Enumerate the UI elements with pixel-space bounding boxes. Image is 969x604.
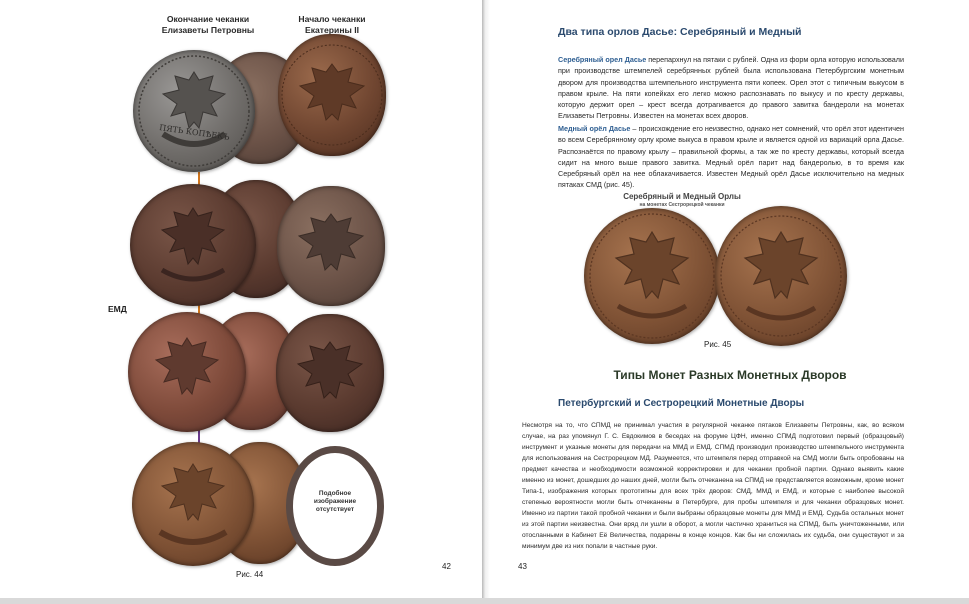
coin-row2-elizabeth	[130, 184, 256, 306]
term-silver-eagle: Серебряный орел Дасье	[558, 55, 647, 64]
page-number-right: 43	[518, 562, 527, 571]
paragraph-mints	[522, 420, 904, 552]
coin-row2-catherine	[277, 186, 385, 306]
mint-label-emd: ЕМД	[108, 304, 127, 314]
double-headed-eagle-icon	[133, 50, 255, 172]
paragraph-copper-eagle	[558, 123, 904, 191]
eagle-icon	[276, 314, 384, 432]
coin-copper-eagle	[715, 206, 847, 346]
heading-mints: Петербургский и Сестрорецкий Монетные Дворы	[558, 398, 805, 409]
figure-45-caption: Рис. 45	[704, 340, 732, 349]
paragraph-mints-text: Несмотря на то, что СПМД не принимал участия в регулярной чеканке пятаков Елизаветы Петровны, как, во всяком случае, на раз упомянул Г. С. Евдокимов в беседах на форуме ЦФН, именно СПМД подготовил первый (образцовый) инструмент и указные монеты для передачи на ММД и ЕМД. СПМД производил производство штемпельного инструмента для использования на Сестрорецком МД. Разумеется, что штемпеля перед отправкой на СМД могли быть опробованы на предмет качества и необходимости возможной корректировки и для чеканки пробной партии. Однако выявить какие именно из монет, дошедших до наших дней, могли быть отчеканена на СПМД не представляется возможным, кроме монет Типа-1, изображения которых прототипны для всех трёх дворов: СМД, ММД и ЕМД, и которые с наиболее высокой степенью вероятности могли быть отчеканены в Петербурге, для пробы штемпеля и для чеканки образцовых монет. Именно из партии такой пробной чеканки и были выбраны образцовые монеты для ММД и ЕМД. Судьба остальных монет из этой партии неизвестна. Они вряд ли ушли в оборот, а могли частично храниться на СПМД, быть уничтоженными, или отосланными в Кабинет Её Величества, подарены в конце концов. Как бы ни сложилась их судьба, они существуют и за минимум две из них попали в частные руки.	[522, 422, 904, 550]
page-number-left: 42	[442, 562, 451, 571]
eagle-icon	[277, 186, 385, 306]
paragraph-copper-eagle-text: – происхождение его неизвестно, однако нет сомнений, что орёл этот идентичен во всем Серебрянному орлу кроме выкуса в правом крыле и является одной из вариаций орла Дасье. Распознаётся по правому крылу – правильной формы, а так же по кресту державы, который всегда сидит на много выше правого завитка. Медный орёл парит над бандеролью, в то время как Серебряный орёл на нее облакачивается. Известен Медный орёл Дасье исключительно на медных пятаках СМД (рис. 45).	[558, 124, 904, 190]
paragraph-silver-eagle	[558, 54, 904, 122]
coin-row1-elizabeth	[133, 50, 255, 172]
coin-row3-elizabeth	[128, 312, 246, 432]
figure-45-title: Серебряный и Медный Орлы	[623, 192, 741, 201]
coin-row1-catherine	[278, 34, 386, 156]
paragraph-silver-eagle-text: перепархнул на пятаки с рублей. Одна из форм орла которую использовали при производстве штемпелей серебрянных рублей была использована Петербургским монетным двором для производства штемпельного инструмента пяти копеек. Орел этот с типичным выкусом в правом крыле. На пяти копейках его легко можно распознавать по выкусу и по кресту державы, которую держит орел – крест всегда дотрагивается до правого завитка бандероли на монетах Елизаветы Петровны. Известен на монетах всех дворов.	[558, 55, 904, 121]
term-copper-eagle: Медный орёл Дасье	[558, 124, 631, 133]
double-headed-eagle-icon	[128, 312, 246, 432]
eagle-icon	[278, 34, 386, 156]
double-headed-eagle-icon	[130, 184, 256, 306]
column-heading-elizabeth	[148, 14, 268, 35]
book-gutter	[482, 0, 490, 600]
coin-legend: ПЯТЬ КОПѢЕКЪ	[158, 123, 231, 142]
section-title-mint-types: Типы Монет Разных Монетных Дворов	[613, 368, 847, 382]
coin-row3-catherine	[276, 314, 384, 432]
right-page	[490, 0, 969, 598]
double-headed-eagle-icon	[715, 206, 847, 346]
heading-dasier-eagles: Два типа орлов Дасье: Серебряный и Медный	[558, 26, 802, 38]
left-page	[0, 0, 482, 598]
double-headed-eagle-icon	[584, 208, 720, 344]
placeholder-text: Подобное изображение отсутствует	[313, 490, 357, 513]
coin-row4-elizabeth	[132, 442, 254, 566]
bottom-bar	[0, 598, 969, 604]
column-heading-elizabeth-text: Окончание чеканки Елизаветы Петровны	[161, 14, 255, 35]
column-heading-catherine-text: Начало чеканки Екатерины II	[298, 14, 366, 35]
figure-44-caption: Рис. 44	[236, 570, 264, 579]
column-heading-catherine	[272, 14, 392, 35]
figure-45-subtitle: на монетах Сестрорецкой чеканки	[639, 202, 725, 208]
coin-silver-eagle	[584, 208, 720, 344]
double-headed-eagle-icon	[132, 442, 254, 566]
